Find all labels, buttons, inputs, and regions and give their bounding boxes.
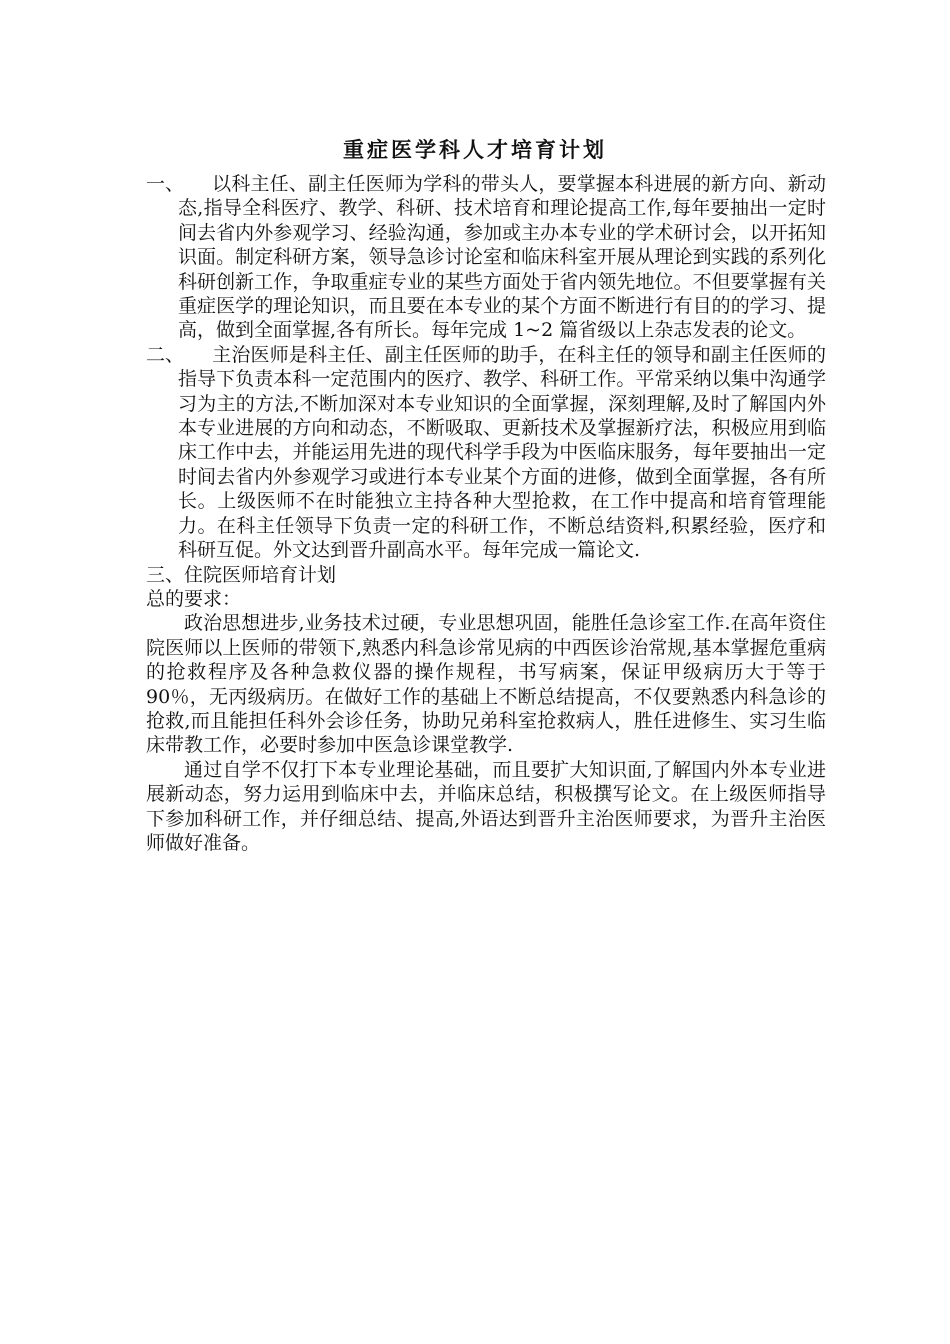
section-3-heading: 三、住院医师培育计划: [146, 563, 337, 586]
section-2: [146, 343, 826, 563]
document-body: [146, 172, 826, 855]
section-1-text: 以科主任、副主任医师为学科的带头人，要掌握本科进展的新方向、新动态,指导全科医疗、教学、科研、技术培育和理论提高工作,每年要抽出一定时间去省内外参观学习、经验沟通，参加或主办本专业的学术研讨会，以开拓知识面。制定科研方案，领导急诊讨论室和临床科室开展从理论到实践的系列化科研创新工作，争取重症专业的某些方面处于省内领先地位。不但要掌握有关重症医学的理论知识，而且要在本专业的某个方面不断进行有目的的学习、提高，做到全面掌握,各有所长。每年完成 1~2 篇省级以上杂志发表的论文。: [178, 173, 826, 342]
document-title: 重症医学科人才培育计划: [343, 138, 607, 162]
section-1-number: 一、: [146, 173, 185, 195]
section-2-text: 主治医师是科主任、副主任医师的助手，在科主任的领导和副主任医师的指导下负责本科一定范围内的医疗、教学、科研工作。平常采纳以集中沟通学习为主的方法,不断加深对本专业知识的全面掌握，深刻理解,及时了解国内外本专业进展的方向和动态，不断吸取、更新技术及掌握新疗法，积极应用到临床工作中去，并能运用先进的现代科学手段为中医临床服务，每年要抽出一定时间去省内外参观学习或进行本专业某个方面的进修，做到全面掌握，各有所长。上级医师不在时能独立主持各种大型抢救，在工作中提高和培育管理能力。在科主任领导下负责一定的科研工作，不断总结资料,积累经验，医疗和科研互促。外文达到晋升副高水平。每年完成一篇论文.: [178, 343, 826, 562]
section-2-number: 二、: [146, 343, 185, 366]
paragraph-1: 政治思想进步,业务技术过硬，专业思想巩固，能胜任急诊室工作.在高年资住院医师以上医师的带领下,熟悉内科急诊常见病的中西医诊治常规,基本掌握危重病的抢救程序及各种急救仪器的操作规程，书写病案，保证甲级病历大于等于 90％，无丙级病历。在做好工作的基础上不断总结提高，不仅要熟悉内科急诊的抢救,而且能担任科外会诊任务，协助兄弟科室抢救病人，胜任进修生、实习生临床带教工作，必要时参加中医急诊课堂教学.: [146, 612, 826, 757]
paragraph-2: 通过自学不仅打下本专业理论基础，而且要扩大知识面,了解国内外本专业进展新动态，努力运用到临床中去，并临床总结，积极撰写论文。在上级医师指导下参加科研工作，并仔细总结、提高,外语达到晋升主治医师要求，为晋升主治医师做好准备。: [146, 758, 826, 854]
general-requirements-label: 总的要求：: [146, 587, 242, 610]
section-1: [146, 172, 826, 343]
